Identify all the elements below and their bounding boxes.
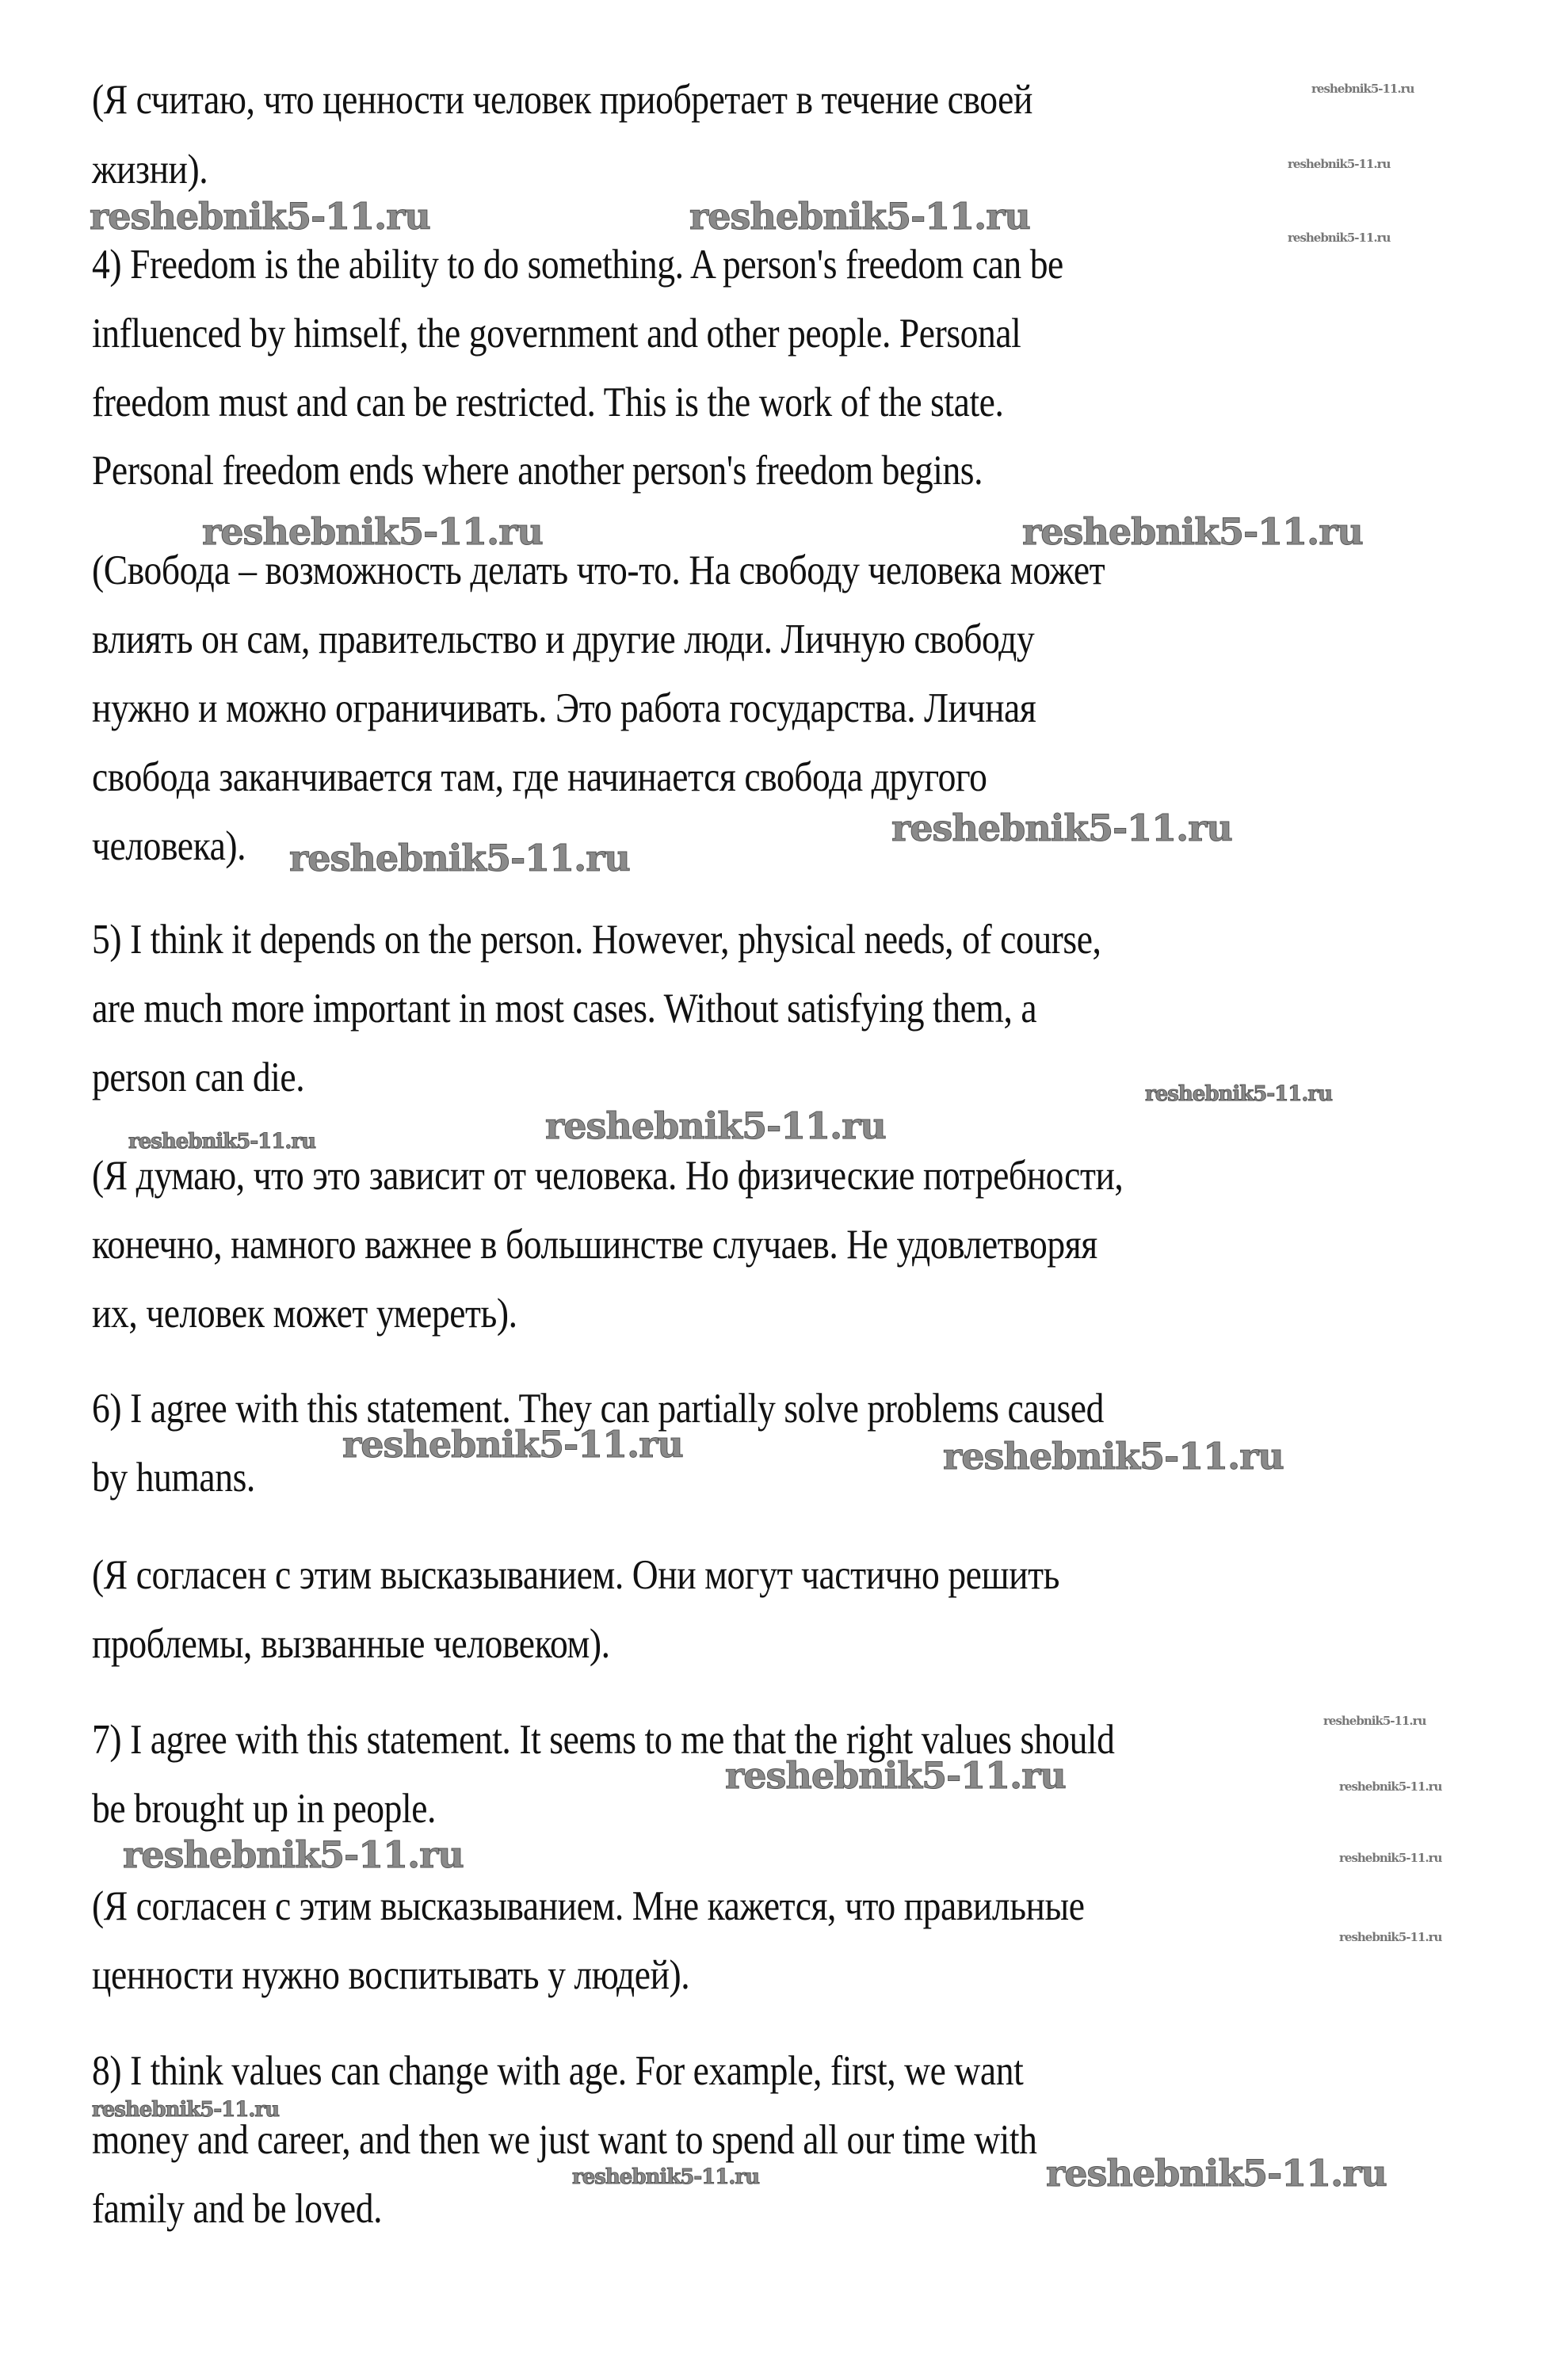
watermark-stamp: reshebnik5-11.ru [342,1423,683,1466]
watermark-stamp: reshebnik5-11.ru [1339,1930,1442,1944]
text-line: конечно, намного важнее в большинстве случаев. Не удовлетворяя [92,1222,1097,1268]
text-line: 7) I agree with this statement. It seems to me that the right values should [92,1717,1115,1763]
watermark-stamp: reshebnik5-11.ru [1145,1082,1333,1106]
text-line: ценности нужно воспитывать у людей). [92,1952,690,1998]
text-line: свобода заканчивается там, где начинается свобода другого [92,754,987,800]
text-line: family and be loved. [92,2186,383,2232]
text-line: (Я согласен с этим высказыванием. Они могут частично решить [92,1552,1059,1598]
watermark-stamp: reshebnik5-11.ru [891,807,1232,849]
text-line: влиять он сам, правительство и другие люди. Личную свободу [92,616,1035,662]
watermark-stamp: reshebnik5-11.ru [128,1130,316,1154]
watermark-stamp: reshebnik5-11.ru [943,1435,1284,1478]
text-line: их, человек может умереть). [92,1291,517,1337]
text-line: 4) Freedom is the ability to do something. A person's freedom can be [92,242,1063,288]
text-line: money and career, and then we just want to spend all our time with [92,2117,1037,2163]
text-line: freedom must and can be restricted. This is the work of the state. [92,380,1004,425]
text-line: influenced by himself, the government and other people. Personal [92,311,1021,357]
watermark-stamp: reshebnik5-11.ru [725,1754,1066,1797]
text-line: нужно и можно ограничивать. Это работа государства. Личная [92,685,1036,731]
watermark-stamp: reshebnik5-11.ru [92,2098,280,2122]
text-line: (Свобода – возможность делать что-то. На свободу человека может [92,547,1105,593]
text-line: 8) I think values can change with age. For example, first, we want [92,2048,1024,2094]
watermark-stamp: reshebnik5-11.ru [1339,1779,1442,1794]
text-line: 5) I think it depends on the person. However, physical needs, of course, [92,917,1101,963]
text-line: (Я думаю, что это зависит от человека. Но физические потребности, [92,1153,1124,1199]
watermark-stamp: reshebnik5-11.ru [90,195,430,238]
watermark-stamp: reshebnik5-11.ru [1311,82,1414,96]
text-line: (Я согласен с этим высказыванием. Мне кажется, что правильные [92,1883,1085,1929]
watermark-stamp: reshebnik5-11.ru [689,195,1030,238]
text-line: (Я считаю, что ценности человек приобретает в течение своей [92,77,1032,123]
text-line: человека). [92,823,246,869]
watermark-stamp: reshebnik5-11.ru [1323,1714,1426,1728]
text-line: Personal freedom ends where another person's freedom begins. [92,448,983,494]
text-line: жизни). [92,147,208,193]
watermark-stamp: reshebnik5-11.ru [1046,2152,1387,2195]
watermark-stamp: reshebnik5-11.ru [1288,231,1391,245]
watermark-stamp: reshebnik5-11.ru [1022,510,1363,553]
watermark-stamp: reshebnik5-11.ru [202,510,543,553]
watermark-stamp: reshebnik5-11.ru [1339,1851,1442,1865]
text-line: be brought up in people. [92,1786,437,1832]
watermark-stamp: reshebnik5-11.ru [289,837,630,879]
watermark-stamp: reshebnik5-11.ru [1288,157,1391,171]
watermark-stamp: reshebnik5-11.ru [572,2165,760,2189]
text-line: by humans. [92,1455,255,1501]
text-line: person can die. [92,1055,305,1100]
text-line: проблемы, вызванные человеком). [92,1621,610,1667]
text-line: 6) I agree with this statement. They can partially solve problems caused [92,1386,1104,1432]
text-line: are much more important in most cases. Without satisfying them, a [92,986,1037,1032]
watermark-stamp: reshebnik5-11.ru [123,1833,464,1876]
watermark-stamp: reshebnik5-11.ru [545,1104,886,1147]
